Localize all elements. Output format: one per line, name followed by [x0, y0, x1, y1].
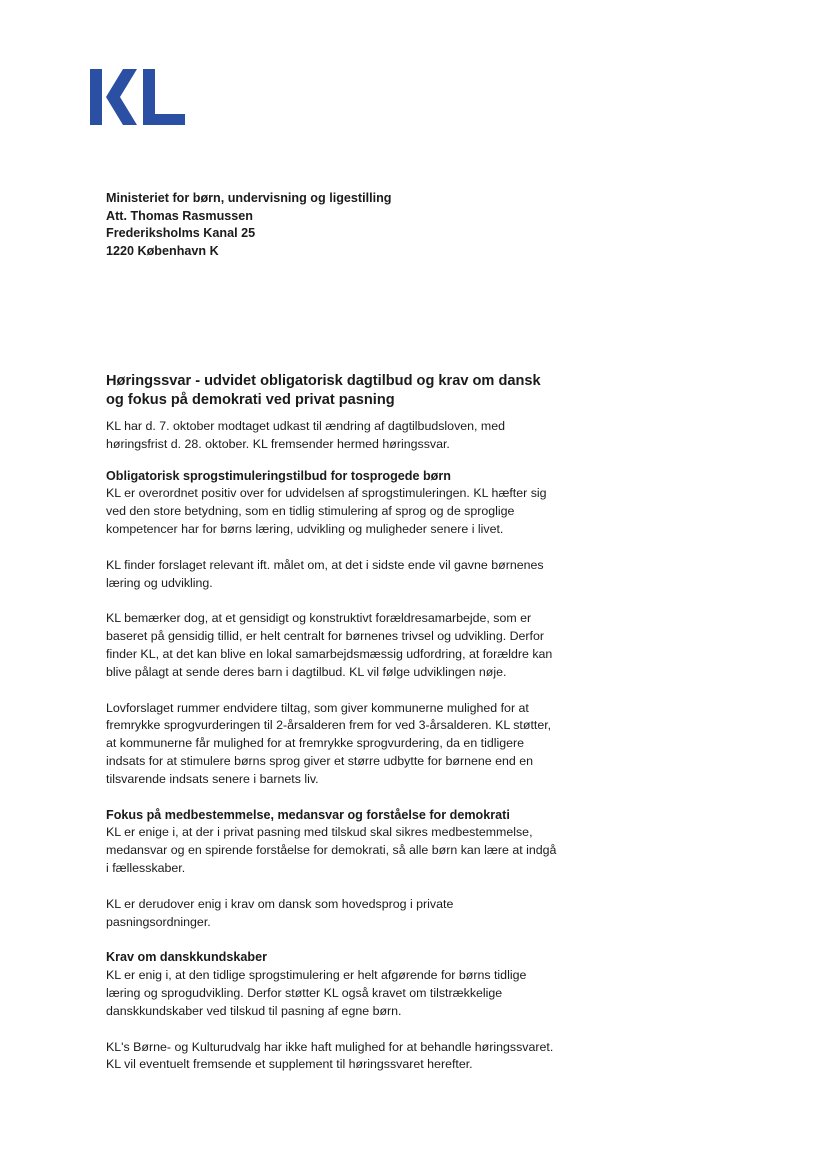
letter-body	[106, 372, 561, 1092]
paragraph: KL er enig i, at den tidlige sprogstimulering er helt afgørende for børns tidlige læring og sprogudvikling. Derfor støtter KL også kravet om tilstrækkelige danskkundskaber ved tilskud til pasning af egne børn.	[106, 968, 527, 1018]
intro-paragraph: KL har d. 7. oktober modtaget udkast til ændring af dagtilbudsloven, med høringsfrist d. 28. oktober. KL fremsender hermed høringssvar.	[106, 419, 506, 451]
address-line-attention: Att. Thomas Rasmussen	[106, 208, 253, 223]
kl-logo	[90, 66, 186, 128]
paragraph: Lovforslaget rummer endvidere tiltag, som giver kommunerne mulighed for at fremrykke sprogvurderingen til 2-årsalderen frem for ved 3-årsalderen. KL støtter, at kommunerne får mulighed for at fremrykke sprogvurdering, da en tidligere indsats for at stimulere børns sprog giver et større udbytte for børnene end en tilsvarende indsats senere i barnets liv.	[106, 700, 552, 786]
recipient-address	[106, 190, 391, 260]
paragraph: KL er derudover enig i krav om dansk som hovedsprog i private pasningsordninger.	[106, 896, 454, 929]
paragraph: KL finder forslaget relevant ift. målet om, at det i sidste ende vil gavne børnenes læring og udvikling.	[106, 557, 544, 590]
kl-logo-mark	[90, 66, 186, 128]
section-heading-danskkundskaber: Krav om danskkundskaber	[106, 950, 267, 965]
paragraph: KL bemærker dog, at et gensidigt og konstruktivt forældresamarbejde, som er baseret på gensidig tillid, er helt centralt for børnenes trivsel og udvikling. Derfor finder KL, at det kan blive en lokal samarbejdsmæssig udfordring, at forældre kan blive pålagt at sende deres barn i dagtilbud. KL vil følge udviklingen nøje.	[106, 611, 553, 679]
paragraph: KL er overordnet positiv over for udvidelsen af sprogstimuleringen. KL hæfter sig ved den store betydning, som en tidlig stimulering af sprog og de sproglige kompetencer har for børns læring, udvikling og muligheder senere i livet.	[106, 486, 547, 536]
letter-title: Høringssvar - udvidet obligatorisk dagtilbud og krav om dansk og fokus på demokrati ved privat pasning	[106, 373, 541, 408]
address-line-ministry: Ministeriet for børn, undervisning og ligestilling	[106, 191, 392, 205]
address-line-city: 1220 København K	[106, 243, 219, 258]
section-heading-sprogstimulering: Obligatorisk sprogstimuleringstilbud for tosprogede børn	[106, 468, 451, 483]
address-line-street: Frederiksholms Kanal 25	[106, 226, 256, 240]
section-heading-demokrati: Fokus på medbestemmelse, medansvar og forståelse for demokrati	[106, 807, 510, 822]
paragraph: KL er enige i, at der i privat pasning med tilskud skal sikres medbestemmelse, medansvar og en spirende forståelse for demokrati, så alle børn kan lære at indgå i fællesskaber.	[106, 825, 557, 875]
paragraph: KL's Børne- og Kulturudvalg har ikke haft mulighed for at behandle høringssvaret. KL vil eventuelt fremsende et supplement til høringssvaret herefter.	[106, 1039, 554, 1072]
